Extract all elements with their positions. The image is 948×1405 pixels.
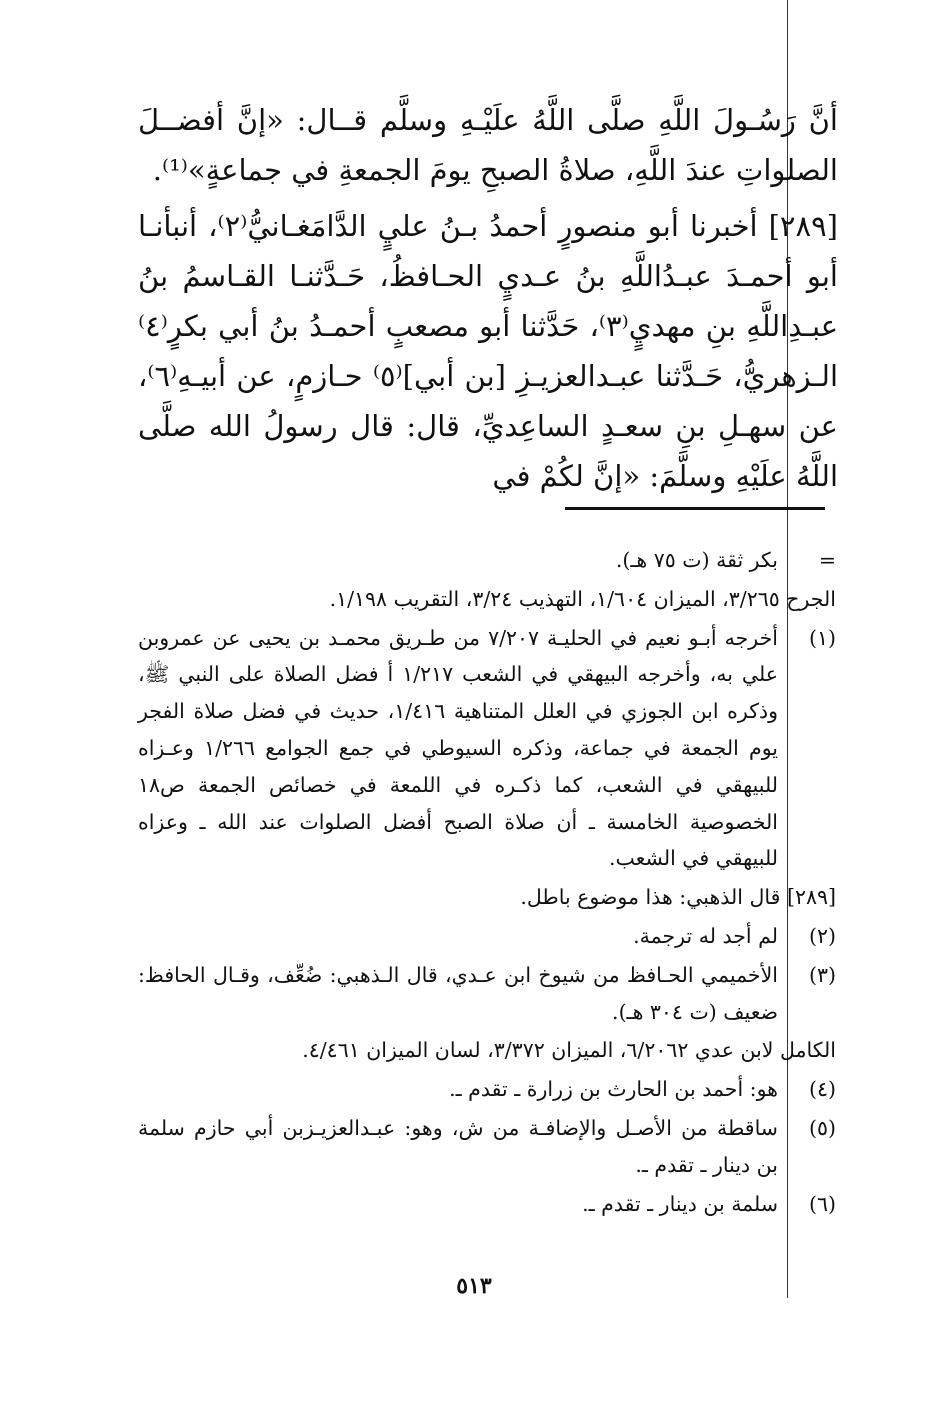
paragraph-289: [٢٨٩] أخبرنا أبو منصورٍ أحمدُ بـنُ عليٍ الدَّامَغـانيُّ⁽٢⁾، أنبأنـا أبو أحمـدَ عبـدُاللَّهِ بنُ عـديٍ الحـافظُ، حَـدَّثنـا القـاسمُ بنُ عبـدِاللَّهِ بنِ مهديٍ⁽٣⁾، حَدَّثنا أبو مصعبٍ أحمـدُ بنُ أبي بكرٍ⁽٤⁾ الـزهريُّ، حَـدَّثنا عبـدالعزيـزِ [بن أبي]⁽٥⁾ حـازمٍ، عن أبيـهِ⁽٦⁾، عن سهـلِ بنِ سعـدٍ الساعِديِّ، قال: قال رسولُ الله صلَّى اللَّهُ علَيْهِ وسلَّمَ: «إنَّ لكُمْ في <box>138 209 839 493</box>
footnote-continuation-ref <box>138 581 836 618</box>
footnote-5 <box>138 1110 836 1184</box>
footnote-number: (٦) <box>808 1191 836 1216</box>
footnotes <box>138 540 836 1222</box>
main-text <box>138 95 838 501</box>
footnote-4 <box>138 1071 836 1108</box>
footnote-1 <box>138 620 836 878</box>
footnote-text: الجرح ٣/٢٦٥، الميزان ١/٦٠٤، التهذيب ٣/٢٤، التقريب ١/١٩٨. <box>329 586 836 611</box>
footnote-text: لم أجد له ترجمة. <box>633 923 778 948</box>
continuation-marker: = <box>818 548 836 572</box>
footnote-6 <box>138 1186 836 1223</box>
footnote-number: (٣) <box>808 962 836 987</box>
footnote-2 <box>138 918 836 955</box>
note-289 <box>138 879 836 916</box>
footnote-number: (٤) <box>808 1077 836 1102</box>
footnote-text: الكامل لابن عدي ٦/٢٠٦٢، الميزان ٣/٣٧٢، لسان الميزان ٤/٤٦١. <box>302 1038 836 1063</box>
footnote-text: بكر ثقة (ت ٧٥ هـ). <box>615 548 778 572</box>
footnote-3-sources <box>138 1032 836 1069</box>
footnote-text: ساقطة من الأصـل والإضافـة من ش، وهو: عبـدالعزيـزبن أبي حازم سلمة بن دينار ـ تقدم ـ. <box>138 1115 778 1177</box>
paragraph-hadith-end: أنَّ رَسُـولَ اللَّهِ صلَّى اللَّهُ علَيْـهِ وسلَّم قــال: «إنَّ أفضــلَ الصلواتِ عندَ اللَّهِ، صلاةُ الصبحِ يومَ الجمعةِ في جماعةٍ»⁽¹⁾. <box>138 103 838 187</box>
footnote-text: الأخميمي الحـافظ من شيوخ ابن عـدي، قال الـذهبي: ضُعِّف، وقـال الحافظ: ضعيف (ت ٣٠٤ هـ). <box>138 962 778 1024</box>
footnote-text: [٢٨٩] قال الذهبي: هذا موضوع باطل. <box>520 885 836 910</box>
footnote-separator <box>565 507 825 510</box>
footnote-text: هو: أحمد بن الحارث بن زرارة ـ تقدم ـ. <box>449 1077 778 1102</box>
footnote-text: أخرجه أبـو نعيم في الحليـة ٧/٢٠٧ من طـريق محمـد بن يحيى عن عمروبن علي به، وأخرجه البيهقي في الشعب ١/٢١٧ أ فضل الصلاة على النبي ﷺ، وذكره ابن الجوزي في العلل المتناهية ١/٤١٦، حديث في فضل صلاة الفجر يوم الجمعة في جماعة، وذكره السيوطي في جمع الجوامع ١/٢٦٦ وعـزاه للبيهقي في الشعب، كما ذكـره في اللمعة في خصائص الجمعة ص١٨ الخصوصية الخامسة ـ أن صلاة الصبح أفضل الصلوات عند الله ـ وعزاه للبيهقي في الشعب. <box>138 625 778 871</box>
page-number: ٥١٣ <box>456 1273 492 1299</box>
footnote-number: (١) <box>808 625 836 650</box>
footnote-3 <box>138 957 836 1031</box>
footnote-text: سلمة بن دينار ـ تقدم ـ. <box>582 1191 778 1216</box>
footnote-number: (٥) <box>808 1115 836 1140</box>
footnote-continuation <box>138 542 836 579</box>
footnote-number: (٢) <box>808 923 836 948</box>
